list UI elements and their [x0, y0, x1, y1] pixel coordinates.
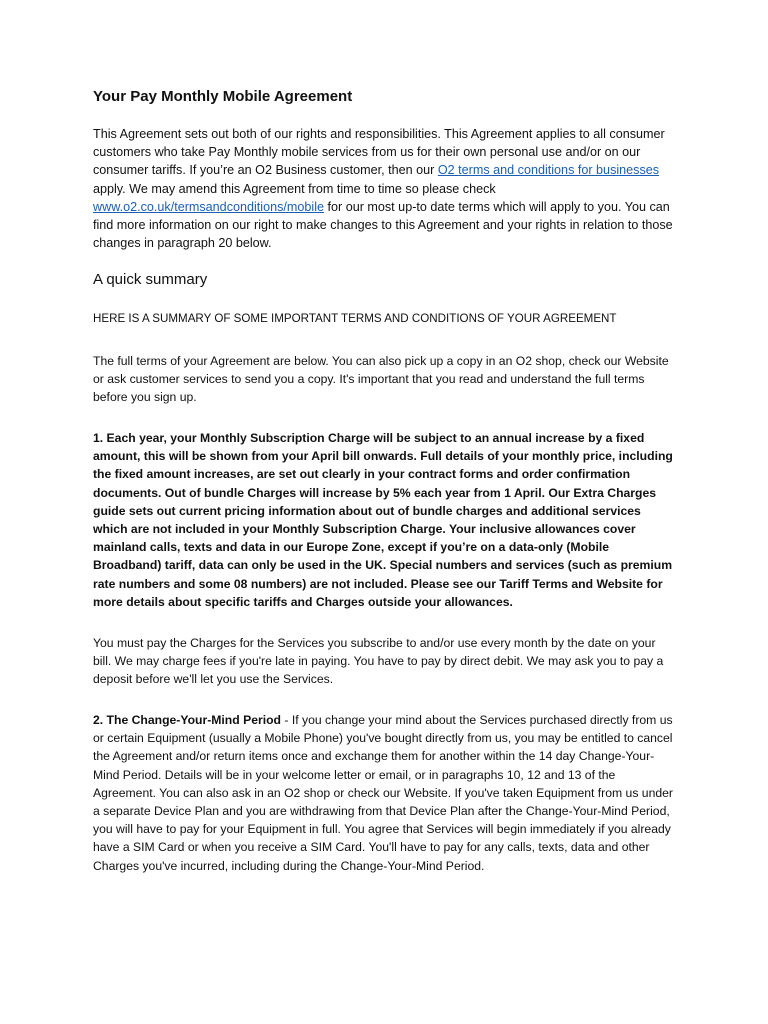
summary-heading: A quick summary [93, 271, 208, 288]
point-2-heading: 2. The Change-Your-Mind Period [93, 713, 282, 727]
payment-paragraph: You must pay the Charges for the Services you subscribe to and/or use every month by the date on your bill. We may charge fees if you're late in paying. You have to pay by direct debit. We may ask you to pay a deposit before we'll let you use the Services. [93, 636, 664, 687]
document-title: Your Pay Monthly Mobile Agreement [93, 88, 353, 105]
intro-text-3: for our most up-to date terms which will apply to you. You can find more information on our right to make changes to this Agreement and your rights in relation to those changes in paragraph 20 below. [93, 199, 673, 251]
terms-url-link[interactable]: www.o2.co.uk/termsandconditions/mobile [93, 199, 324, 214]
intro-text-2: apply. We may amend this Agreement from time to time so please check [93, 181, 496, 196]
point-1-paragraph: 1. Each year, your Monthly Subscription Charge will be subject to an annual increase by a fixed amount, this will be shown from your April bill onwards. Full details of your monthly price, including the fixed amount increases, are set out clearly in your contract forms and order confirmation documents. Out of bundle Charges will increase by 5% each year from 1 April. Our Extra Charges guide sets out current pricing information about out of bundle charges and additional services which are not included in your Monthly Subscription Charge. Your inclusive allowances cover mainland calls, texts and data in our Europe Zone, except if you’re on a data-only (Mobile Broadband) tariff, data can only be used in the UK. Special numbers and services (such as premium rate numbers and some 08 numbers) are not included. Please see our Tariff Terms and Website for more details about specific tariffs and Charges outside your allowances. [93, 431, 673, 609]
point-2-body: - If you change your mind about the Services purchased directly from us or certain Equipment (usually a Mobile Phone) you've bought directly from us, you may be entitled to cancel the Agreement and/or return items once and exchange them for another within the 14 day Change-Your-Mind Period. Details will be in your welcome letter or email, or in paragraphs 10, 12 and 13 of the Agreement. You can also ask in an O2 shop or check our Website. If you've taken Equipment from us under a separate Device Plan and you are withdrawing from that Device Plan after the Change-Your-Mind Period, you will have to pay for your Equipment in full. You agree that Services will begin immediately if you already have a SIM Card or when you receive a SIM Card. You'll have to pay for any calls, texts, data and other Charges you've incurred, including during the Change-Your-Mind Period. [93, 713, 673, 873]
full-terms-paragraph: The full terms of your Agreement are below. You can also pick up a copy in an O2 shop, check our Website or ask customer services to send you a copy. It's important that you read and understand the full terms before you sign up. [93, 354, 669, 405]
intro-text-1: This Agreement sets out both of our rights and responsibilities. This Agreement applies to all consumer customers who take Pay Monthly mobile services from us for their own personal use and/or on our consumer tariffs. If you’re an O2 Business customer, then our [93, 127, 665, 178]
point-2-paragraph [93, 711, 675, 875]
intro-paragraph [93, 125, 678, 252]
summary-caps-line: HERE IS A SUMMARY OF SOME IMPORTANT TERMS AND CONDITIONS OF YOUR AGREEMENT [93, 312, 617, 325]
business-terms-link[interactable]: O2 terms and conditions for businesses [437, 163, 660, 178]
